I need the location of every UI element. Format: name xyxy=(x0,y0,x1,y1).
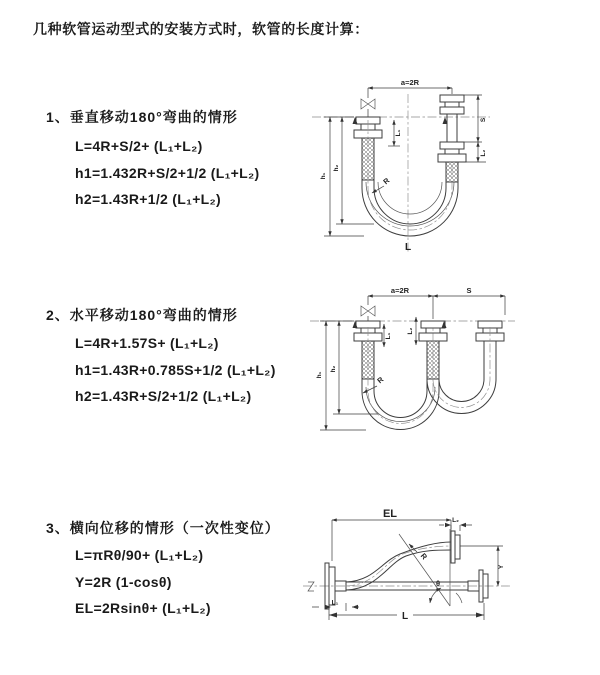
angle-construction xyxy=(399,529,462,606)
top-dimension xyxy=(368,286,505,321)
section-2-formula-h1: h1=1.43R+0.785S+1/2 (L₁+L₂) xyxy=(75,362,276,378)
section-1-heading: 1、垂直移动180°弯曲的情形 xyxy=(46,109,238,125)
l1-dimension xyxy=(384,324,392,347)
diagram-vertical-180 xyxy=(310,76,595,258)
radius-label: R xyxy=(375,374,386,386)
u-bend-hose xyxy=(362,120,458,236)
l-dimension xyxy=(329,603,484,622)
l1-dimension xyxy=(388,120,402,146)
dim-y-label: Y xyxy=(498,564,505,570)
valve-icon xyxy=(361,306,375,316)
ref-arrow-left xyxy=(353,321,358,328)
right-pipe-flange xyxy=(438,95,466,188)
el-dimension xyxy=(332,508,451,561)
theta-label: θ xyxy=(435,579,441,588)
radius-callout xyxy=(372,176,392,193)
dim-a2r-label: a=2R xyxy=(390,286,410,295)
section-1-formula-h1: h1=1.432R+S/2+1/2 (L₁+L₂) xyxy=(75,165,260,181)
dim-l2-label: L₂ xyxy=(452,517,459,524)
s-dimension xyxy=(464,95,487,162)
section-1-formula-h2: h2=1.43R+1/2 (L₁+L₂) xyxy=(75,191,222,207)
section-3-formula-y: Y=2R (1-cosθ) xyxy=(75,574,172,590)
dim-s-label: S xyxy=(466,286,472,295)
l2-dimension xyxy=(439,517,472,531)
length-label: L xyxy=(404,242,412,253)
l1-dimension xyxy=(312,600,359,612)
radius-label: R xyxy=(418,551,430,562)
dim-l2-label: L₂ xyxy=(480,149,487,157)
upper-flange xyxy=(451,531,460,563)
ref-arrow-left xyxy=(353,117,358,124)
valve-icon xyxy=(361,99,375,109)
radius-label: R xyxy=(381,175,392,187)
dim-l1-label: L₁ xyxy=(395,129,402,137)
dim-el-label: EL xyxy=(382,508,398,520)
dim-h2-label: h₂ xyxy=(333,164,340,172)
diagram-lateral-displacement xyxy=(298,503,595,640)
section-3-heading: 3、横向位移的情形（一次性变位） xyxy=(46,520,280,536)
section-2-heading: 2、水平移动180°弯曲的情形 xyxy=(46,307,238,323)
dim-h1-label: h₁ xyxy=(320,172,327,180)
section-1-formula-l: L=4R+S/2+ (L₁+L₂) xyxy=(75,138,203,154)
section-3-formula-el: EL=2Rsinθ+ (L₁+L₂) xyxy=(75,600,211,616)
section-2-formula-h2: h2=1.43R+S/2+1/2 (L₁+L₂) xyxy=(75,388,252,404)
dim-l1-label: L₁ xyxy=(331,599,339,607)
dim-l2-label: L₂ xyxy=(407,327,414,335)
ref-arrow-middle xyxy=(442,321,447,328)
top-dimension xyxy=(368,78,452,117)
dim-l1-label: L₁ xyxy=(385,332,392,340)
diagram-horizontal-180 xyxy=(310,283,595,453)
centerlines xyxy=(312,94,490,252)
dim-a2r-label: a=2R xyxy=(400,78,420,87)
page-title: 几种软管运动型式的安装方式时，软管的长度计算： xyxy=(33,21,369,37)
dim-h1-label: h₁ xyxy=(316,371,323,379)
dim-h2-label: h₂ xyxy=(330,365,337,373)
section-2-formula-l: L=4R+1.57S+ (L₁+L₂) xyxy=(75,335,219,351)
dim-l-label: L xyxy=(401,611,409,622)
dim-s-label: S xyxy=(480,117,487,123)
break-mark xyxy=(308,582,314,591)
section-3-formula-l: L=πRθ/90+ (L₁+L₂) xyxy=(75,547,204,563)
